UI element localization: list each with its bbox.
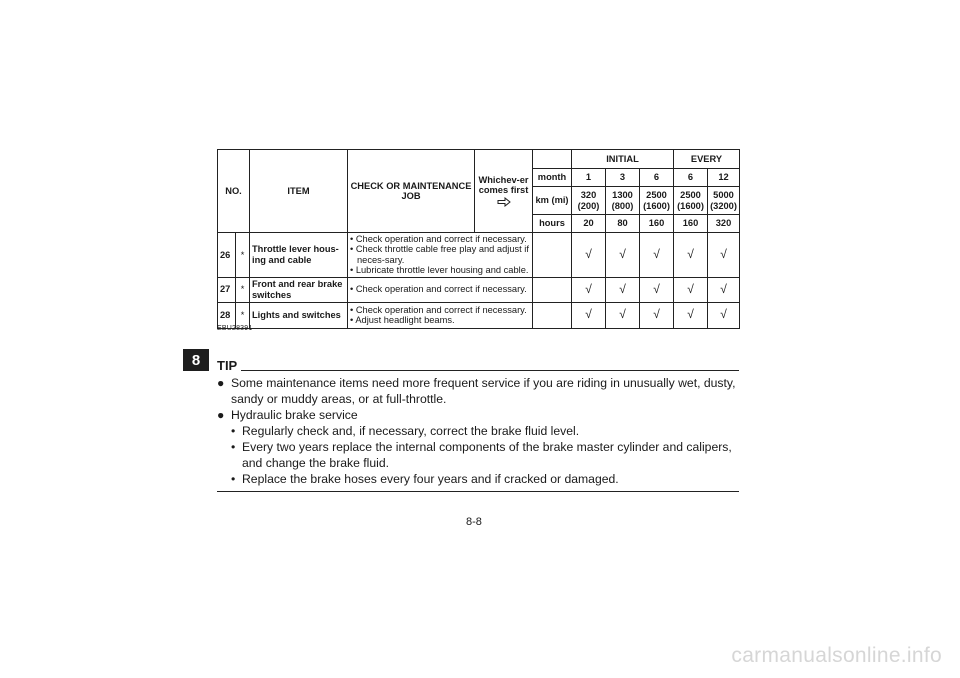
tip-header [217, 358, 739, 374]
interval-hours-cell: 20 [572, 215, 606, 233]
row-blank [533, 277, 572, 302]
check-mark: √ [640, 277, 674, 302]
header-initial: INITIAL [572, 150, 674, 169]
row-number: 28 [218, 302, 236, 328]
interval-km-cell: 2500 (1600) [674, 187, 708, 215]
interval-month-cell: 3 [606, 169, 640, 187]
tip-rule [241, 370, 739, 371]
row-mark: * [236, 277, 250, 302]
interval-hours-cell: 160 [640, 215, 674, 233]
check-mark: √ [674, 233, 708, 278]
header-item: ITEM [250, 150, 348, 233]
tip-section [217, 358, 739, 492]
watermark: carmanualsonline.info [731, 644, 942, 667]
tip-subitem [217, 471, 739, 487]
interval-hours-label: hours [533, 215, 572, 233]
tip-subitem [217, 439, 739, 471]
tip-bullet-item [217, 375, 739, 407]
row-number: 27 [218, 277, 236, 302]
table-row [218, 277, 740, 302]
interval-month-cell: 6 [674, 169, 708, 187]
arrow-right-icon [497, 197, 511, 207]
interval-month-label: month [533, 169, 572, 187]
row-blank [533, 302, 572, 328]
check-mark: √ [606, 277, 640, 302]
row-mark: * [236, 233, 250, 278]
interval-month-cell: 12 [708, 169, 740, 187]
row-item: Front and rear brake switches [250, 277, 348, 302]
page-number: 8-8 [466, 516, 482, 528]
sub-bullet-icon: • [231, 424, 236, 438]
tip-subitem-text: Every two years replace the internal components of the brake master cylinder and calipers, and change the brake fluid. [242, 440, 732, 470]
table-row [218, 302, 740, 328]
reference-code: EBU28391 [217, 325, 253, 332]
check-mark: √ [708, 277, 740, 302]
tip-item-text: Some maintenance items need more frequent service if you are riding in unusually wet, dusty, sandy or muddy areas, or at full-throttle. [231, 376, 736, 406]
header-blank [533, 150, 572, 169]
check-mark: √ [640, 302, 674, 328]
job-line: • Check operation and correct if necessary. [350, 304, 527, 315]
sub-bullet-icon: • [231, 472, 236, 486]
interval-km-label: km (mi) [533, 187, 572, 215]
check-mark: √ [708, 302, 740, 328]
check-mark: √ [606, 233, 640, 278]
interval-km-cell: 5000 (3200) [708, 187, 740, 215]
job-line: • Adjust headlight beams. [350, 315, 455, 326]
row-mark: * [236, 302, 250, 328]
chapter-tab: 8 [183, 349, 209, 371]
tip-item-text: Hydraulic brake service [231, 408, 358, 422]
bullet-icon: ● [217, 408, 225, 422]
header-every: EVERY [674, 150, 740, 169]
header-job: CHECK OR MAINTENANCE JOB [348, 150, 475, 233]
row-number: 26 [218, 233, 236, 278]
check-mark: √ [606, 302, 640, 328]
job-line: • Check throttle cable free play and adjust if neces-sary. [350, 244, 529, 265]
tip-bottom-rule [217, 491, 739, 492]
row-item: Lights and switches [250, 302, 348, 328]
interval-hours-cell: 160 [674, 215, 708, 233]
tip-subitem [217, 423, 739, 439]
interval-hours-cell: 320 [708, 215, 740, 233]
maintenance-table [217, 149, 740, 329]
check-mark: √ [572, 233, 606, 278]
check-mark: √ [708, 233, 740, 278]
interval-km-cell: 2500 (1600) [640, 187, 674, 215]
tip-subitem-text: Replace the brake hoses every four years and if cracked or damaged. [242, 472, 619, 486]
bullet-icon: ● [217, 376, 225, 390]
interval-hours-cell: 80 [606, 215, 640, 233]
interval-month-cell: 6 [640, 169, 674, 187]
header-whichever [475, 150, 533, 233]
job-line: • Check operation and correct if necessary. [350, 234, 527, 244]
tip-title: TIP [217, 358, 238, 373]
header-no: NO. [218, 150, 250, 233]
row-jobs [348, 277, 533, 302]
job-line: • Lubricate throttle lever housing and cable. [350, 265, 529, 276]
job-line: • Check operation and correct if necessary. [350, 284, 527, 295]
tip-subitem-text: Regularly check and, if necessary, correct the brake fluid level. [242, 424, 580, 438]
table-row [218, 233, 740, 278]
row-item: Throttle lever hous-ing and cable [250, 233, 348, 278]
header-whichever-label: Whichev-er comes first [478, 174, 529, 195]
row-jobs [348, 233, 533, 278]
check-mark: √ [674, 277, 708, 302]
interval-km-cell: 1300 (800) [606, 187, 640, 215]
interval-month-cell: 1 [572, 169, 606, 187]
row-jobs [348, 302, 533, 328]
check-mark: √ [640, 233, 674, 278]
check-mark: √ [674, 302, 708, 328]
row-blank [533, 233, 572, 278]
interval-km-cell: 320 (200) [572, 187, 606, 215]
check-mark: √ [572, 277, 606, 302]
tip-bullet-item [217, 407, 739, 423]
check-mark: √ [572, 302, 606, 328]
sub-bullet-icon: • [231, 440, 236, 454]
